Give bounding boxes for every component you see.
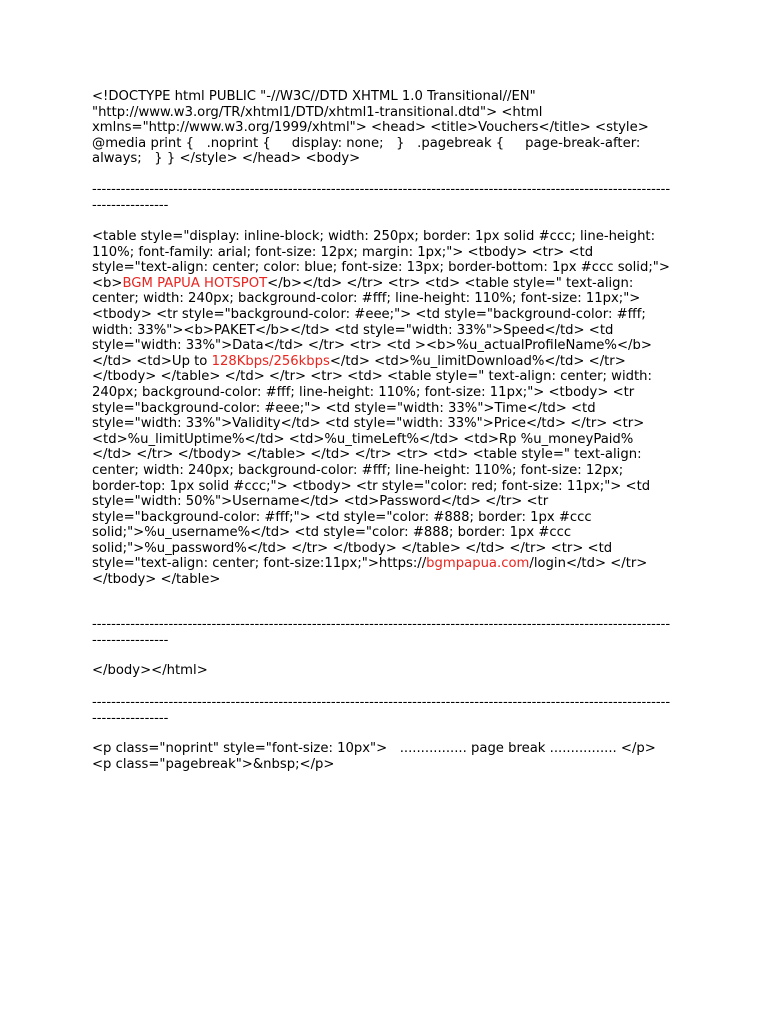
domain-link-highlight[interactable]: bgmpapua.com: [426, 556, 530, 572]
table-markup-text: </b></td> </tr> <tr> <td> <table style=" text-align: center; width: 240px; background-color: #fff; line-height: 110%; font-size: 11px;"> <tbody> <tr style="background-color: #eee;"> <td style="background-color: #fff; width: 33%"><b>PAKET</b></td> <td style="width: 33%">Speed</td> <td style="width: 33%">Data</td> </tr> <tr> <td ><b>%u_actualProfileName%</b></td> <td>Up to: [92, 275, 652, 369]
separator-line: -----------------------------------------------------------------------------------------------------------------------------------------: [92, 182, 671, 213]
table-markup-text: </td> <td>%u_limitDownload%</td> </tr> </tbody> </table> </td> </tr> <tr> <td> <table style=" text-align: center; width: 240px; background-color: #fff; line-height: 110%; font-size: 11px;"> <tbody> <tr style="background-color: #eee;"> <td style="width: 33%">Time</td> <td style="width: 33%">Validity</td> <td style="width: 33%">Price</td> </tr> <tr> <td>%u_limitUptime%</td> <td>%u_timeLeft%</td> <td>Rp %u_moneyPaid%</td> </tr> </tbody> </table> </td> </tr> <tr> <td> <table style=" text-align: center; width: 240px; background-color: #fff; line-height: 110%; font-size: 12px; border-top: 1px solid #ccc;"> <tbody> <tr style="color: red; font-size: 11px;"> <td style="width: 50%">Username</td> <td>Password</td> </tr> <tr style="background-color: #fff;"> <td style="color: #888; border: 1px #ccc solid;">%u_username%</td> <td style="color: #888; border: 1px #ccc solid;">%u_password%</td> </tr> </tbody> </table> </td> </tr> <tr> <td style="text-align: center; font-size:11px;">https://: [92, 353, 657, 572]
paragraph-doctype-head: <!DOCTYPE html PUBLIC "-//W3C//DTD XHTML 1.0 Transitional//EN" "http://www.w3.org/TR/xhtml1/DTD/xhtml1-transitional.dtd"> <html xmlns="http://www.w3.org/1999/xhtml"> <head> <title>Vouchers</title> <style> @media print { .noprint { display: none; } .pagebreak { page-break-after: always; } } </style> </head> <body>: [92, 89, 653, 167]
table-markup-text: /login</td> </tr> </tbody> </table>: [92, 556, 652, 588]
separator-line: -----------------------------------------------------------------------------------------------------------------------------------------: [92, 617, 671, 648]
separator-line: -----------------------------------------------------------------------------------------------------------------------------------------: [92, 695, 671, 726]
paragraph-voucher-table: [92, 229, 672, 588]
table-markup-text: <table style="display: inline-block; width: 250px; border: 1px solid #ccc; line-height: 110%; font-family: arial; font-size: 12px; margin: 1px;"> <tbody> <tr> <td style="text-align: center; color: blue; font-size: 13px; border-bottom: 1px #ccc solid;"><b>: [92, 229, 670, 291]
paragraph-body-close: </body></html>: [92, 663, 208, 678]
paragraph-page-break: <p class="noprint" style="font-size: 10px"> ................ page break ................ </p> <p class="pagebreak">&nbsp;</p>: [92, 741, 661, 772]
speed-highlight: 128Kbps/256kbps: [211, 353, 330, 369]
hotspot-name-highlight: BGM PAPUA HOTSPOT: [122, 275, 268, 291]
